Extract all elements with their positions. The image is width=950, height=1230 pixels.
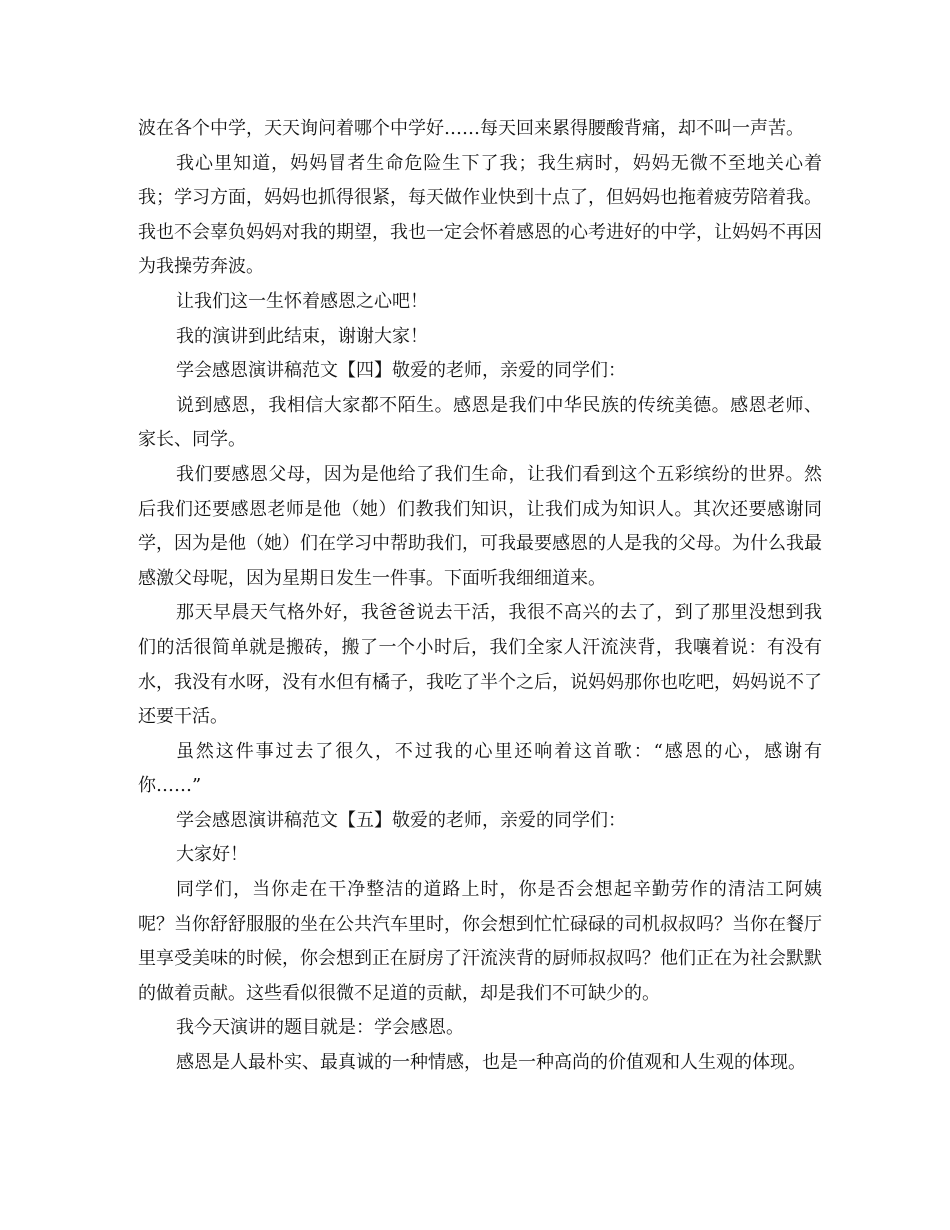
paragraph: 虽然这件事过去了很久，不过我的心里还响着这首歌：“感恩的心，感谢有你……”: [138, 740, 822, 797]
paragraph: 感恩是人最朴实、最真诚的一种情感，也是一种高尚的价值观和人生观的体现。: [176, 1052, 806, 1074]
section-heading: 学会感恩演讲稿范文【四】敬爱的老师，亲爱的同学们：: [176, 360, 626, 382]
paragraph: 我今天演讲的题目就是：学会感恩。: [176, 1017, 464, 1039]
paragraph: 我们要感恩父母，因为是他给了我们生命，让我们看到这个五彩缤纷的世界。然后我们还要感恩老师是他（她）们教我们知识，让我们成为知识人。其次还要感谢同学，因为是他（她）们在学习中帮助我们，可我最要感恩的人是我的父母。为什么我最感激父母呢，因为星期日发生一件事。下面听我细细道来。: [138, 463, 822, 589]
paragraph: 那天早晨天气格外好，我爸爸说去干活，我很不高兴的去了，到了那里没想到我们的活很简单就是搬砖，搬了一个小时后，我们全家人汗流浃背，我嚷着说：有没有水，我没有水呀，没有水但有橘子，我吃了半个之后，说妈妈那你也吃吧，妈妈说不了还要干活。: [138, 602, 822, 728]
paragraph: 同学们，当你走在干净整洁的道路上时，你是否会想起辛勤劳作的清洁工阿姨呢？当你舒舒服服的坐在公共汽车里时，你会想到忙忙碌碌的司机叔叔吗？当你在餐厅里享受美味的时候，你会想到正在厨房了汗流浃背的厨师叔叔吗？他们正在为社会默默的做着贡献。这些看似很微不足道的贡献，却是我们不可缺少的。: [138, 879, 822, 1004]
paragraph: 说到感恩，我相信大家都不陌生。感恩是我们中华民族的传统美德。感恩老师、家长、同学。: [138, 394, 822, 451]
document-body: [138, 112, 822, 1081]
paragraph: 波在各个中学，天天询问着哪个中学好……每天回来累得腰酸背痛，却不叫一声苦。: [138, 118, 804, 139]
greeting: 大家好！: [176, 844, 248, 866]
paragraph: 我的演讲到此结束，谢谢大家！: [176, 325, 428, 347]
section-heading: 学会感恩演讲稿范文【五】敬爱的老师，亲爱的同学们：: [176, 809, 626, 831]
paragraph: 让我们这一生怀着感恩之心吧！: [176, 290, 428, 312]
paragraph: 我心里知道，妈妈冒者生命危险生下了我；我生病时，妈妈无微不至地关心着我；学习方面，妈妈也抓得很紧，每天做作业快到十点了，但妈妈也拖着疲劳陪着我。我也不会辜负妈妈对我的期望，我也一定会怀着感恩的心考进好的中学，让妈妈不再因为我操劳奔波。: [138, 152, 822, 278]
